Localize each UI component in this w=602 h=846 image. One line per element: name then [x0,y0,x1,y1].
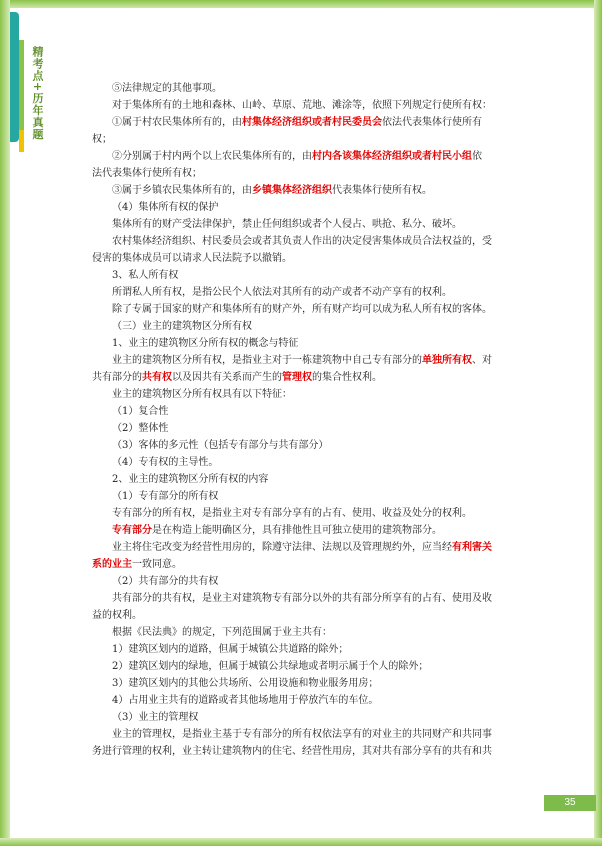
text-run: 法代表集体行使所有权； [92,168,202,179]
text-run: （三）业主的建筑物区分所有权 [112,321,252,332]
text-line [92,471,512,488]
text-run: 一致同意。 [132,559,182,570]
text-run: 业主将住宅改变为经营性用房的，除遵守法律、法规以及管理规约外，应当经 [112,542,452,553]
text-run: （4）专有权的主导性。 [112,457,219,468]
text-line [92,675,512,692]
text-run: 共有部分的 [92,372,142,383]
highlight-term: 有利害关 [452,542,492,553]
text-run: 对于集体所有的土地和森林、山岭、草原、荒地、滩涂等，依照下列规定行使所有权： [112,100,492,111]
text-run: 2、业主的建筑物区分所有权的内容 [112,474,269,485]
highlight-term: 村内各该集体经济组织或者村民小组 [312,151,472,162]
text-line [92,454,512,471]
decor-tab-yellow [19,130,24,152]
text-line [92,233,512,250]
text-run: 3、私人所有权 [112,270,179,281]
text-run: 2）建筑区划内的绿地，但属于城镇公共绿地或者明示属于个人的除外； [112,661,429,672]
text-run: （1）复合性 [112,406,169,417]
text-run: （2）共有部分的共有权 [112,576,219,587]
text-line [92,335,512,352]
text-line [92,590,512,607]
text-line [92,692,512,709]
highlight-term: 乡镇集体经济组织 [252,185,332,196]
text-line [92,743,512,760]
text-line [92,420,512,437]
text-line [92,386,512,403]
text-line [92,539,512,556]
decor-tab-teal [10,12,19,142]
text-run: 依 [472,151,482,162]
text-line [92,437,512,454]
text-line [92,488,512,505]
text-run: 业主的建筑物区分所有权，是指业主对于一栋建筑物中自己专有部分的 [112,355,422,366]
text-run: 除了专属于国家的财产和集体所有的财产外，所有财产均可以成为私人所有权的客体。 [112,304,492,315]
text-line [92,318,512,335]
text-run: （3）业主的管理权 [112,712,199,723]
text-run: （1）专有部分的所有权 [112,491,219,502]
text-run: 共有部分的共有权，是业主对建筑物专有部分以外的共有部分所享有的占有、使用及收 [112,593,492,604]
text-line [92,301,512,318]
text-line [92,607,512,624]
text-run: 的集合性权利。 [312,372,382,383]
highlight-term: 专有部分 [112,525,152,536]
text-line [92,267,512,284]
text-line [92,199,512,216]
text-run: 侵害的集体成员可以请求人民法院予以撤销。 [92,253,292,264]
text-run: 业主的管理权，是指业主基于专有部分的所有权依法享有的对业主的共同财产和共同事 [112,729,492,740]
highlight-term: 村集体经济组织或者村民委员会 [242,117,382,128]
text-line [92,624,512,641]
page-edge-top [0,0,602,8]
text-line [92,505,512,522]
page-body [92,80,512,760]
text-run: 3）建筑区划内的其他公共场所、公用设施和物业服务用房； [112,678,379,689]
text-line [92,709,512,726]
highlight-term: 管理权 [282,372,312,383]
text-run: 4）占用业主共有的道路或者其他场地用于停放汽车的车位。 [112,695,379,706]
text-run: 权； [92,134,112,145]
text-line [92,556,512,573]
text-run: 1）建筑区划内的道路，但属于城镇公共道路的除外； [112,644,349,655]
text-line [92,726,512,743]
text-line [92,369,512,386]
highlight-term: 单独所有权 [422,355,472,366]
side-section-label: 精考点+历年真题 [31,46,44,141]
text-line [92,80,512,97]
text-run: 依法代表集体行使所有 [382,117,482,128]
text-run: （4）集体所有权的保护 [112,202,219,213]
text-run: 以及因共有关系而产生的 [172,372,282,383]
text-run: 益的权利。 [92,610,142,621]
text-line [92,403,512,420]
text-line [92,522,512,539]
text-line [92,165,512,182]
text-run: 务进行管理的权利，业主转让建筑物内的住宅、经营性用房，其对共有部分享有的共有和共 [92,746,492,757]
text-line [92,97,512,114]
text-line [92,573,512,590]
text-run: 1、业主的建筑物区分所有权的概念与特征 [112,338,299,349]
text-run: 、对 [472,355,492,366]
text-line [92,641,512,658]
text-run: 是在构造上能明确区分，具有排他性且可独立使用的建筑物部分。 [152,525,442,536]
text-line [92,148,512,165]
text-run: 代表集体行使所有权。 [332,185,432,196]
text-run: 所谓私人所有权，是指公民个人依法对其所有的动产或者不动产享有的权利。 [112,287,452,298]
text-run: 集体所有的财产受法律保护，禁止任何组织或者个人侵占、哄抢、私分、破坏。 [112,219,462,230]
highlight-term: 系的业主 [92,559,132,570]
text-line [92,250,512,267]
text-run: ③属于乡镇农民集体所有的，由 [112,185,252,196]
text-run: 根据《民法典》的规定，下列范围属于业主共有： [112,627,332,638]
page-edge-left [0,0,10,846]
page-edge-right [594,0,602,846]
page-number: 35 [544,795,596,811]
page-edge-bottom [0,838,602,846]
text-run: 业主的建筑物区分所有权具有以下特征： [112,389,292,400]
text-run: （3）客体的多元性（包括专有部分与共有部分） [112,440,329,451]
text-run: 农村集体经济组织、村民委员会或者其负责人作出的决定侵害集体成员合法权益的，受 [112,236,492,247]
text-line [92,352,512,369]
text-run: （2）整体性 [112,423,169,434]
text-run: ⑤法律规定的其他事项。 [112,83,222,94]
text-line [92,216,512,233]
text-line [92,114,512,131]
text-run: ②分别属于村内两个以上农民集体所有的，由 [112,151,312,162]
text-line [92,131,512,148]
text-line [92,182,512,199]
text-line [92,284,512,301]
text-run: 专有部分的所有权，是指业主对专有部分享有的占有、使用、收益及处分的权利。 [112,508,472,519]
text-run: ①属于村农民集体所有的，由 [112,117,242,128]
decor-tab-green [19,40,24,130]
text-line [92,658,512,675]
highlight-term: 共有权 [142,372,172,383]
